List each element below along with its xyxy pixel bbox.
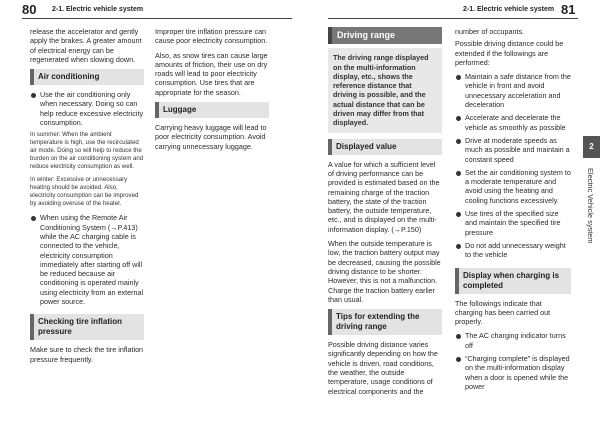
left-column-2 [155, 27, 269, 156]
bullet-item: Accelerate and decelerate the vehicle as smoothly as possible [455, 113, 571, 132]
paragraph: Make sure to check the tire inflation pressure frequently. [30, 345, 144, 364]
paragraph: Carrying heavy luggage will lead to poor electricity consumption. Avoid carrying unnecessary luggage. [155, 123, 267, 151]
bullet-item: Maintain a safe distance from the vehicle in front and avoid unnecessary acceleration and deceleration [455, 72, 571, 109]
winter-note: In winter: Excessive or unnecessary heating should be avoided. Also, electricity consumption can be improved by avoiding overuse of the heater. [30, 176, 139, 208]
header-rule-left [22, 18, 292, 19]
section-heading-tips: Tips for extending the driving range [328, 309, 442, 335]
driving-range-note: The driving range displayed on the multi-information display, etc., shows the reference distance that driving is possible, and the actual distance that can be driven may differ from that displayed. [328, 48, 442, 132]
section-heading-luggage: Luggage [155, 102, 269, 118]
paragraph: Improper tire inflation pressure can cause poor electricity consumption. [155, 27, 268, 46]
paragraph: A value for which a sufficient level of driving performance can be provided is estimated based on the remaining charge of the traction battery, the state of the traction battery, the outside temperature, etc., and is displayed on the multi-information display. (→P.150) [328, 159, 440, 234]
page-number-right: 81 [561, 2, 576, 17]
bullet-item: “Charging complete” is displayed on the multi-information display when a door is opened while the power [455, 354, 571, 391]
bullet-item: When using the Remote Air Conditioning System (→P.413) while the AC charging cable is connected to the vehicle, electricity consumption immediately after starting off will be reduced because air conditioning is operated mainly using electricity from an external power source. [30, 213, 144, 306]
bullet-item: Drive at moderate speeds as much as possible and maintain a constant speed [455, 136, 571, 164]
summer-note: In summer: When the ambient temperature is high, use the recirculated air mode. Doing so will help to reduce the burden on the air conditioning system and reduce electricity consumption as well. [30, 131, 144, 171]
paragraph: release the accelerator and gently apply the brakes. A greater amount of electrical energy can be regenerated when slowing down. [30, 27, 142, 64]
bullet-item: Use tires of the specified size and maintain the specified tire pressure [455, 209, 571, 237]
bullet-item: The AC charging indicator turns off [455, 331, 571, 350]
page-number-left: 80 [22, 2, 37, 17]
paragraph: When the outside temperature is low, the traction battery output may be decreased, causing the possible driving distance to be shorter. However, this is not a malfunction. Charge the traction battery earlier than usual. [328, 239, 441, 304]
header-rule-right [328, 18, 578, 19]
section-heading-charging-complete: Display when charging is completed [455, 268, 571, 294]
section-heading-driving-range: Driving range [328, 27, 442, 44]
paragraph: Also, as snow tires can cause large amounts of friction, their use on dry roads will lead to poor electricity consumption. Use tires that are appropriate for the season. [155, 50, 268, 97]
chapter-side-label: Electric Vehicle system [586, 168, 595, 244]
chapter-tab: 2 [583, 136, 600, 158]
section-heading-air-conditioning: Air conditioning [30, 69, 144, 85]
header-left: 2-1. Electric vehicle system [52, 6, 144, 13]
paragraph: number of occupants. [455, 27, 525, 36]
right-column-2 [455, 27, 571, 395]
section-heading-displayed-value: Displayed value [328, 139, 442, 155]
left-column-1 [30, 27, 144, 369]
paragraph: Possible driving distance varies significantly depending on how the vehicle is driven, road conditions, the weather, the outside temperature, usage conditions of electrical components and the [328, 340, 438, 396]
bullet-item: Set the air conditioning system to a moderate temperature and avoid using the heating and cooling functions excessively. [455, 168, 571, 205]
bullet-item: Use the air conditioning only when necessary. Doing so can help reduce excessive electricity consumption. [30, 90, 144, 127]
paragraph: The followings indicate that charging has been carried out properly. [455, 298, 551, 327]
paragraph: Possible driving distance could be extended if the followings are performed: [455, 39, 564, 67]
section-heading-tire-pressure: Checking tire inflation pressure [30, 314, 144, 340]
header-right: 2-1. Electric vehicle system [463, 6, 555, 13]
bullet-item: Do not add unnecessary weight to the vehicle [455, 241, 571, 260]
right-column-1 [328, 27, 442, 401]
